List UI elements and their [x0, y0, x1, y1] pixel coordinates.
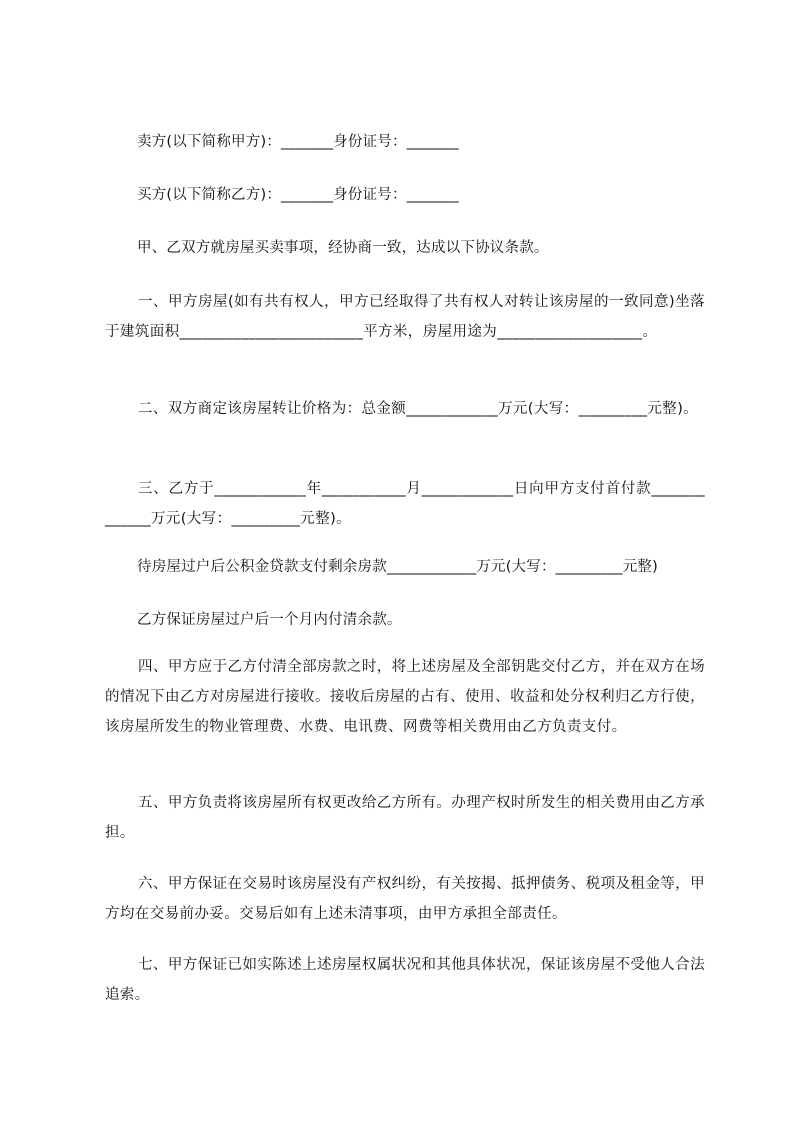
clause-5-paragraph: 五、甲方负责将该房屋所有权更改给乙方所有。办理产权时所发生的相关费用由乙方承担。 — [105, 795, 705, 841]
intro-paragraph: 甲、乙双方就房屋买卖事项，经协商一致，达成以下协议条款。 — [137, 240, 549, 256]
clause-3-remaining-payment: 待房屋过户后公积金贷款支付剩余房款____________万元(大写：_________元整) — [137, 559, 658, 575]
clause-7-paragraph: 七、甲方保证已如实陈述上述房屋权属状况和其他具体状况，保证该房屋不受他人合法追索。 — [105, 957, 705, 1003]
seller-line: 卖方(以下简称甲方)：_______身份证号：_______ — [137, 134, 459, 150]
clause-3-payment-guarantee: 乙方保证房屋过户后一个月内付清余款。 — [137, 612, 402, 628]
clause-2-paragraph: 二、双方商定该房屋转让价格为：总金额____________万元(大写：_________元整)。 — [138, 401, 699, 417]
clause-3-paragraph: 三、乙方于____________年___________月____________日向甲方支付首付款_____________万元(大写：_________元整)。 — [105, 481, 705, 527]
buyer-line: 买方(以下简称乙方)：_______身份证号：_______ — [137, 187, 459, 203]
clause-6-paragraph: 六、甲方保证在交易时该房屋没有产权纠纷，有关按揭、抵押债务、税项及租金等，甲方均在交易前办妥。交易后如有上述未清事项，由甲方承担全部责任。 — [105, 876, 705, 922]
clause-1-paragraph: 一、甲方房屋(如有共有权人，甲方已经取得了共有权人对转让该房屋的一致同意)坐落于建筑面积________________________平方米，房屋用途为___________________。 — [105, 294, 705, 340]
clause-4-paragraph: 四、甲方应于乙方付清全部房款之时，将上述房屋及全部钥匙交付乙方，并在双方在场的情况下由乙方对房屋进行接收。接收后房屋的占有、使用、收益和处分权利归乙方行使，该房屋所发生的物业管理费、水费、电讯费、网费等相关费用由乙方负责支付。 — [105, 659, 705, 735]
